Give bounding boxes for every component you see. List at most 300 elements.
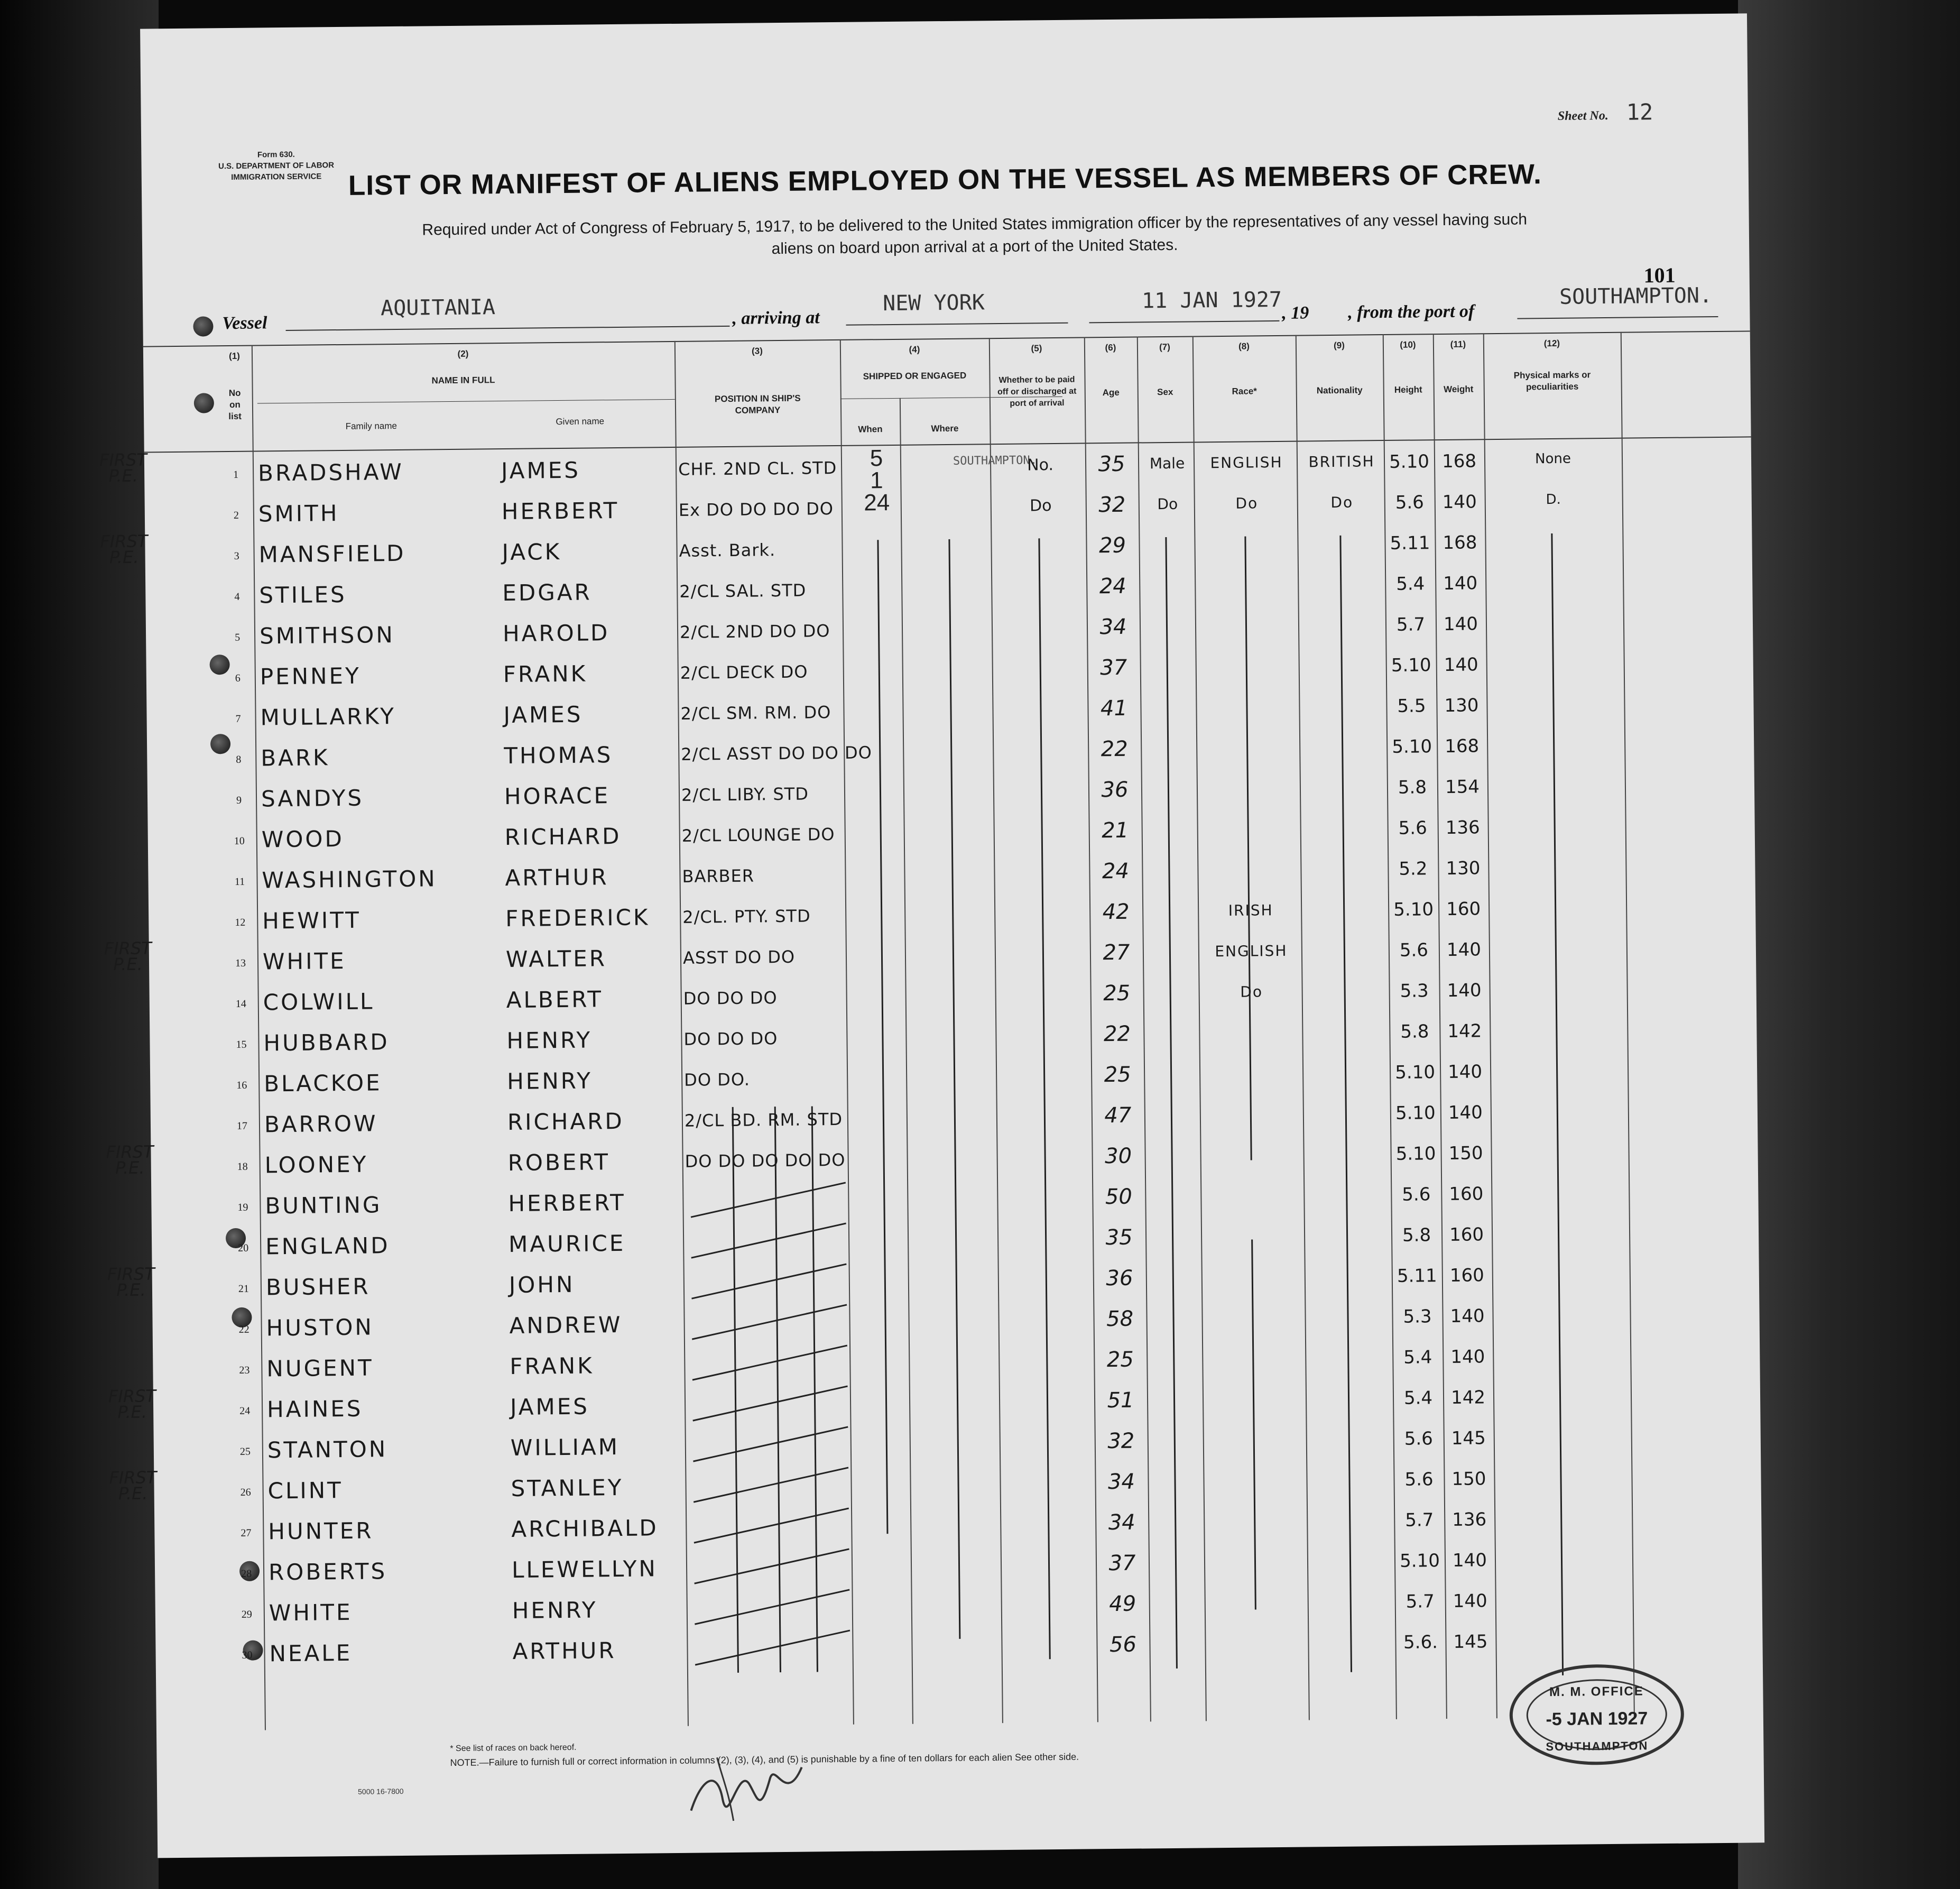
given-name: FRANK xyxy=(503,660,588,688)
height: 5.10 xyxy=(1393,899,1434,920)
physical-marks xyxy=(1498,1590,1630,1591)
vessel-label: Vessel xyxy=(222,313,267,334)
age: 34 xyxy=(1108,1510,1135,1535)
height: 5.10 xyxy=(1395,1102,1436,1124)
paid-off xyxy=(999,822,1089,823)
paid-off xyxy=(1004,1392,1094,1393)
paid-off xyxy=(1002,1147,1092,1148)
given-name: HERBERT xyxy=(508,1189,626,1217)
age: 37 xyxy=(1100,655,1127,680)
position: ASST DO DO xyxy=(682,946,796,968)
age: 41 xyxy=(1100,696,1128,721)
race xyxy=(1206,1471,1306,1472)
height: 5.10 xyxy=(1399,1550,1440,1572)
row-number: 22 xyxy=(238,1323,249,1335)
row-number: 2 xyxy=(233,509,239,521)
position: 2/CL ASST DO DO DO xyxy=(681,742,873,764)
physical-marks: D. xyxy=(1546,491,1561,508)
height: 5.8 xyxy=(1400,1021,1429,1043)
position: DO DO DO DO DO xyxy=(685,1149,846,1172)
race xyxy=(1201,1024,1302,1025)
family-name: BUSHER xyxy=(265,1273,371,1301)
nationality xyxy=(1310,1552,1394,1553)
race: ENGLISH xyxy=(1210,453,1283,472)
row-number: 26 xyxy=(240,1486,251,1498)
col-4-header: SHIPPED OR ENGAGED xyxy=(863,370,967,382)
weight: 140 xyxy=(1448,1102,1483,1123)
col-2-number: (2) xyxy=(457,348,469,359)
margin-annotation: FIRST P.E. xyxy=(104,938,152,975)
ditto-slash xyxy=(693,1426,848,1462)
ditto-slash xyxy=(694,1507,849,1543)
race xyxy=(1198,698,1299,699)
paid-off xyxy=(1006,1636,1096,1637)
race xyxy=(1207,1553,1307,1554)
family-name: BRADSHAW xyxy=(257,458,404,486)
age: 47 xyxy=(1104,1103,1132,1128)
physical-marks: None xyxy=(1534,450,1571,467)
shipped-when-value: 5 1 24 xyxy=(864,445,890,516)
penalty-note: NOTE.—Failure to furnish full or correct information in columns (2), (3), (4), and (5) is punishable by a fine of ten dollars for each alien See other side. xyxy=(450,1751,1079,1768)
race: IRISH xyxy=(1228,901,1273,919)
paid-off xyxy=(1003,1269,1093,1270)
family-name: ENGLAND xyxy=(265,1232,390,1260)
physical-marks xyxy=(1497,1509,1629,1510)
sex xyxy=(1146,1268,1204,1269)
nationality xyxy=(1307,1226,1391,1227)
nationality xyxy=(1303,819,1388,820)
col-2-header: NAME IN FULL xyxy=(431,375,495,386)
date-underline xyxy=(1089,320,1279,323)
sex xyxy=(1149,1594,1207,1595)
row-number: 23 xyxy=(239,1364,250,1376)
margin-annotation: FIRST P.E. xyxy=(108,1386,156,1423)
position: Ex DO DO DO DO xyxy=(678,499,834,520)
margin-annotation: FIRST P.E. xyxy=(109,1467,157,1504)
row-number: 30 xyxy=(242,1649,253,1661)
row-number: 25 xyxy=(239,1445,251,1458)
weight: 136 xyxy=(1445,817,1480,838)
nationality xyxy=(1308,1389,1393,1390)
age: 27 xyxy=(1103,940,1130,965)
age: 51 xyxy=(1107,1388,1134,1413)
vessel-info-line xyxy=(222,283,1713,335)
nationality xyxy=(1301,656,1386,657)
height: 5.3 xyxy=(1403,1306,1432,1328)
ditto-slash xyxy=(695,1589,849,1625)
paid-off xyxy=(1005,1514,1095,1515)
family-name: HAINES xyxy=(266,1395,363,1423)
sex xyxy=(1143,1024,1201,1025)
weight: 130 xyxy=(1444,695,1479,716)
service-name: IMMIGRATION SERVICE xyxy=(231,172,322,182)
weight: 140 xyxy=(1442,491,1477,513)
given-name: ALBERT xyxy=(506,986,604,1013)
family-name: SMITH xyxy=(258,500,339,527)
age: 25 xyxy=(1103,981,1131,1006)
age: 22 xyxy=(1103,1021,1131,1047)
race xyxy=(1204,1227,1304,1228)
height: 5.6 xyxy=(1404,1428,1434,1450)
row-number: 3 xyxy=(234,550,239,562)
height: 5.11 xyxy=(1390,532,1430,554)
row-number: 14 xyxy=(235,998,246,1010)
age: 22 xyxy=(1101,736,1128,762)
nationality xyxy=(1306,1145,1390,1146)
name-subrule xyxy=(257,399,675,404)
age: 49 xyxy=(1109,1591,1136,1617)
sex xyxy=(1144,1146,1203,1147)
paid-off xyxy=(998,740,1088,741)
paid-off xyxy=(997,659,1087,660)
race xyxy=(1205,1349,1305,1350)
position: 2/CL LIBY. STD xyxy=(681,784,809,805)
family-name: SMITHSON xyxy=(259,622,395,649)
family-name: NEALE xyxy=(269,1639,353,1667)
given-name: ARTHUR xyxy=(512,1637,616,1664)
age: 25 xyxy=(1104,1062,1131,1088)
age: 25 xyxy=(1106,1347,1134,1372)
weight: 142 xyxy=(1450,1387,1486,1408)
race xyxy=(1197,535,1297,536)
row-number: 24 xyxy=(239,1405,251,1417)
given-name: HORACE xyxy=(504,782,611,810)
sex xyxy=(1140,617,1198,618)
height: 5.6 xyxy=(1404,1469,1434,1490)
position: DO DO. xyxy=(684,1069,751,1090)
race: Do xyxy=(1235,494,1259,512)
row-number: 21 xyxy=(238,1283,249,1295)
from-port-underline xyxy=(1517,316,1718,319)
height: 5.8 xyxy=(1402,1224,1431,1246)
paid-off xyxy=(1005,1432,1095,1433)
row-number: 10 xyxy=(234,835,245,847)
nationality xyxy=(1300,575,1385,576)
family-name: BARROW xyxy=(264,1110,378,1138)
physical-marks xyxy=(1495,1346,1628,1347)
race xyxy=(1207,1634,1308,1635)
position: 2/CL SAL. STD xyxy=(679,580,807,602)
race: Do xyxy=(1240,983,1263,1001)
given-name: HENRY xyxy=(506,1027,593,1054)
nationality: Do xyxy=(1330,493,1354,512)
nationality xyxy=(1303,900,1388,901)
sex xyxy=(1141,739,1199,740)
vessel-name: AQUITANIA xyxy=(380,295,496,321)
family-name: WHITE xyxy=(262,947,346,975)
row-number: 6 xyxy=(235,672,241,684)
ditto-slash xyxy=(694,1548,849,1584)
row-number: 18 xyxy=(237,1160,248,1173)
nationality xyxy=(1303,860,1388,861)
family-name: STANTON xyxy=(267,1436,388,1463)
stamp-office: M. M. OFFICE xyxy=(1549,1684,1644,1700)
physical-marks xyxy=(1493,1102,1625,1103)
sex xyxy=(1139,576,1197,577)
given-name: JOHN xyxy=(509,1271,575,1298)
nationality xyxy=(1310,1633,1395,1634)
row-number: 1 xyxy=(233,468,239,481)
race xyxy=(1203,1146,1303,1147)
weight: 168 xyxy=(1441,450,1477,472)
page-number: 101 xyxy=(1643,263,1676,288)
given-name: WILLIAM xyxy=(510,1434,620,1461)
weight: 140 xyxy=(1450,1346,1485,1368)
nationality xyxy=(1302,778,1387,779)
age: 42 xyxy=(1102,899,1130,925)
col-8-number: (8) xyxy=(1238,341,1250,352)
physical-marks xyxy=(1489,613,1621,614)
age: 24 xyxy=(1099,574,1126,599)
col-1-header: No on list xyxy=(228,388,242,422)
when-header: When xyxy=(858,424,883,435)
height: 5.11 xyxy=(1397,1265,1437,1287)
sex xyxy=(1144,1105,1203,1106)
physical-marks xyxy=(1491,858,1623,859)
given-name-header: Given name xyxy=(556,416,605,427)
col-3-number: (3) xyxy=(751,346,763,356)
age: 35 xyxy=(1098,451,1125,477)
col-7-header: Sex xyxy=(1157,386,1173,398)
height: 5.6 xyxy=(1395,492,1425,513)
page-title: LIST OR MANIFEST OF ALIENS EMPLOYED ON THE VESSEL AS MEMBERS OF CREW. xyxy=(348,159,1542,201)
department-name: U.S. DEPARTMENT OF LABOR xyxy=(218,161,335,171)
given-name: JACK xyxy=(502,538,562,566)
paid-off xyxy=(1003,1310,1093,1311)
weight: 140 xyxy=(1443,613,1478,635)
sex xyxy=(1147,1390,1205,1391)
height: 5.10 xyxy=(1395,1143,1436,1165)
family-name: HUNTER xyxy=(268,1517,374,1545)
height: 5.6 xyxy=(1402,1184,1431,1205)
family-name: CLINT xyxy=(267,1477,344,1504)
paid-off xyxy=(1004,1351,1094,1352)
stamp-date: -5 JAN 1927 xyxy=(1546,1708,1648,1730)
row-number: 19 xyxy=(237,1201,248,1213)
paid-off xyxy=(996,537,1086,538)
weight: 145 xyxy=(1453,1631,1488,1653)
row-number: 20 xyxy=(238,1242,249,1254)
row-number: 7 xyxy=(235,713,241,725)
age: 24 xyxy=(1102,859,1130,884)
physical-marks xyxy=(1491,817,1623,818)
height: 5.7 xyxy=(1406,1591,1435,1612)
position: 2/CL. PTY. STD xyxy=(682,906,811,927)
ditto-slash xyxy=(694,1467,848,1503)
race xyxy=(1202,1064,1302,1065)
given-name: THOMAS xyxy=(504,742,613,769)
family-name: BUNTING xyxy=(265,1192,382,1219)
nationality xyxy=(1309,1470,1393,1471)
family-name: BARK xyxy=(261,744,330,771)
nationality xyxy=(1306,1185,1391,1186)
col-1-number: (1) xyxy=(229,351,240,362)
given-name: JAMES xyxy=(503,701,583,729)
paid-off xyxy=(1000,944,1090,945)
nationality xyxy=(1301,615,1385,616)
col-7-number: (7) xyxy=(1159,342,1170,353)
family-name: STILES xyxy=(259,581,347,609)
position: 2/CL LOUNGE DO xyxy=(681,824,835,846)
col-5-number: (5) xyxy=(1031,343,1042,354)
physical-marks xyxy=(1492,939,1624,940)
nationality xyxy=(1306,1104,1390,1105)
sex: Male xyxy=(1149,454,1185,473)
print-code: 5000 16-7800 xyxy=(358,1786,404,1796)
subtitle-line-2: aliens on board upon arrival at a port of the United States. xyxy=(771,236,1178,258)
row-number: 15 xyxy=(236,1038,247,1051)
position: 2/CL SM. RM. DO xyxy=(680,702,831,724)
weight: 140 xyxy=(1444,654,1478,676)
height: 5.2 xyxy=(1399,858,1428,880)
col-5-header: Whether to be paid off or discharged at port of arrival xyxy=(997,375,1077,408)
given-name: EDGAR xyxy=(502,579,592,606)
age: 50 xyxy=(1105,1184,1133,1210)
physical-marks xyxy=(1495,1305,1627,1306)
given-name: JAMES xyxy=(501,457,581,484)
given-name: ROBERT xyxy=(507,1149,611,1176)
height: 5.10 xyxy=(1395,1062,1436,1083)
where-header: Where xyxy=(931,423,959,434)
paid-off xyxy=(1006,1595,1096,1596)
nationality xyxy=(1309,1511,1394,1512)
vessel-underline xyxy=(286,326,730,331)
paid-off xyxy=(1000,903,1089,904)
ditto-slash xyxy=(695,1629,850,1665)
height: 5.8 xyxy=(1398,777,1427,798)
race xyxy=(1200,820,1300,821)
sex: Do xyxy=(1157,495,1178,513)
physical-marks xyxy=(1492,980,1624,981)
age: 21 xyxy=(1102,818,1129,843)
family-name: COLWILL xyxy=(263,988,375,1016)
race xyxy=(1198,616,1298,618)
physical-marks xyxy=(1492,1020,1624,1021)
weight: 145 xyxy=(1451,1427,1486,1449)
margin-annotation: FIRST P.E. xyxy=(106,1141,154,1178)
given-name: FRANK xyxy=(510,1352,594,1379)
sex xyxy=(1148,1431,1206,1432)
from-port-label: , from the port of xyxy=(1348,301,1475,322)
ditto-slash xyxy=(691,1264,846,1300)
height: 5.6. xyxy=(1403,1632,1438,1653)
weight: 140 xyxy=(1443,573,1478,594)
paid-off xyxy=(997,699,1087,701)
col-4-number: (4) xyxy=(909,344,920,355)
weight: 140 xyxy=(1450,1305,1485,1327)
col-12-number: (12) xyxy=(1543,338,1560,349)
race xyxy=(1204,1309,1305,1310)
given-name: HAROLD xyxy=(502,620,610,647)
binder-hole xyxy=(193,316,213,336)
height: 5.4 xyxy=(1403,1387,1433,1409)
nationality xyxy=(1302,738,1386,739)
row-number: 17 xyxy=(236,1120,248,1132)
margin-annotation: FIRST P.E. xyxy=(99,449,147,486)
age: 34 xyxy=(1107,1469,1135,1495)
paid-off xyxy=(1006,1554,1096,1555)
weight: 130 xyxy=(1446,858,1481,879)
ditto-slash xyxy=(692,1304,847,1340)
col-12-header: Physical marks or peculiarities xyxy=(1513,370,1591,392)
race xyxy=(1206,1512,1307,1513)
given-name: RICHARD xyxy=(507,1108,624,1136)
nationality xyxy=(1301,697,1386,698)
age: 58 xyxy=(1106,1306,1134,1332)
paid-off xyxy=(1002,1107,1092,1108)
race xyxy=(1203,1186,1303,1187)
sheet-number-value: 12 xyxy=(1626,99,1653,125)
stamp-location: SOUTHAMPTON xyxy=(1546,1739,1649,1754)
position: 2/CL DECK DO xyxy=(680,661,808,683)
page-subtitle xyxy=(248,207,1702,265)
shipped-where-value: SOUTHAMPTON. xyxy=(953,454,1038,468)
height: 5.7 xyxy=(1405,1509,1434,1531)
height: 5.6 xyxy=(1398,817,1427,839)
physical-marks xyxy=(1493,1142,1625,1144)
nationality xyxy=(1305,1063,1390,1064)
row-number: 11 xyxy=(234,876,245,888)
paid-off xyxy=(997,618,1087,619)
col-6-number: (6) xyxy=(1105,342,1116,353)
physical-marks xyxy=(1487,532,1620,533)
family-name: WHITE xyxy=(269,1599,353,1626)
race xyxy=(1206,1431,1306,1432)
family-name: MANSFIELD xyxy=(258,540,406,568)
given-name: HENRY xyxy=(512,1597,598,1624)
paid-off xyxy=(1002,1188,1092,1189)
nationality xyxy=(1304,982,1389,983)
age: 32 xyxy=(1107,1429,1135,1454)
height: 5.4 xyxy=(1403,1347,1432,1368)
age: 30 xyxy=(1104,1144,1132,1169)
paid-off xyxy=(999,781,1088,782)
physical-marks xyxy=(1496,1387,1628,1388)
physical-marks xyxy=(1489,654,1621,655)
weight: 150 xyxy=(1448,1142,1483,1164)
age: 56 xyxy=(1109,1632,1137,1657)
family-name: WOOD xyxy=(261,825,345,853)
weight: 168 xyxy=(1445,735,1480,757)
position: DO DO DO xyxy=(683,988,778,1009)
weight: 140 xyxy=(1453,1590,1487,1612)
given-name: LLEWELLYN xyxy=(511,1555,658,1583)
col-10-number: (10) xyxy=(1400,339,1416,350)
family-name: HEWITT xyxy=(262,907,362,934)
race: ENGLISH xyxy=(1215,942,1288,961)
col-8-header: Race* xyxy=(1232,386,1257,397)
row-number: 13 xyxy=(235,957,246,969)
physical-marks xyxy=(1494,1183,1626,1184)
physical-marks xyxy=(1490,776,1622,777)
form-number: Form 630. xyxy=(257,150,295,160)
signature xyxy=(685,1746,813,1832)
nationality xyxy=(1305,1022,1389,1024)
race xyxy=(1207,1593,1308,1595)
family-name: PENNEY xyxy=(260,662,361,690)
physical-marks xyxy=(1498,1631,1630,1632)
physical-marks xyxy=(1490,735,1622,736)
ditto-slash xyxy=(692,1385,847,1421)
paid-off xyxy=(996,577,1086,578)
paid-off: Do xyxy=(1029,496,1052,515)
row-number: 9 xyxy=(236,794,242,806)
paid-off xyxy=(1001,984,1090,985)
height: 5.10 xyxy=(1389,451,1430,473)
row-number: 5 xyxy=(235,631,241,643)
height: 5.4 xyxy=(1396,573,1425,595)
given-name: HENRY xyxy=(506,1067,593,1095)
